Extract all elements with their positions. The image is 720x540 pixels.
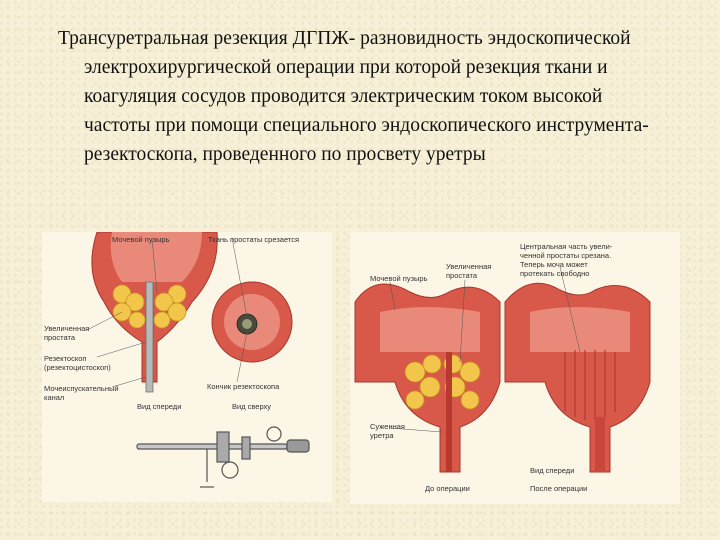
left-illustration — [42, 232, 332, 502]
label-bladder: Мочевой пузырь — [112, 235, 170, 244]
label-resectoscope-tip: Кончик резектоскопа — [207, 382, 280, 391]
resectoscope-instrument — [137, 427, 309, 487]
label-enlarged-prostate-right: Увеличенная простата — [446, 262, 492, 280]
label-narrowed-urethra: Суженная уретра — [370, 422, 405, 440]
description-paragraph: Трансуретральная резекция ДГПЖ- разновидность эндоскопической электрохирургической операции при которой резекция ткани и коагуляция сосудов проводится электрическим током высокой частоты при помощи специального эндоскопического инструмента- резектоскопа, проведенного по просвету уретры — [58, 28, 649, 165]
label-after-surgery: После операции — [530, 484, 588, 493]
slide-text — [58, 24, 658, 169]
label-bladder-right: Мочевой пузырь — [370, 274, 428, 283]
label-top-view: Вид сверху — [232, 402, 272, 411]
right-illustration — [350, 232, 680, 504]
right-anatomy-drawing — [350, 232, 680, 504]
label-front-view: Вид спереди — [137, 402, 182, 411]
label-before-surgery: До операции — [425, 484, 470, 493]
label-urethra: Мочеиспускательный канал — [44, 384, 119, 402]
label-enlarged-prostate: Увеличенная простата — [44, 324, 90, 342]
label-resectoscope: Резектоскоп (резектоцистоскоп) — [44, 354, 111, 372]
label-central-part-cut: Центральная часть увели- ченной простаты срезана. Теперь моча может протекать свободно — [520, 242, 613, 278]
label-tissue-cut: Ткань простаты срезается — [208, 235, 300, 244]
label-front-view-right: Вид спереди — [530, 466, 575, 475]
